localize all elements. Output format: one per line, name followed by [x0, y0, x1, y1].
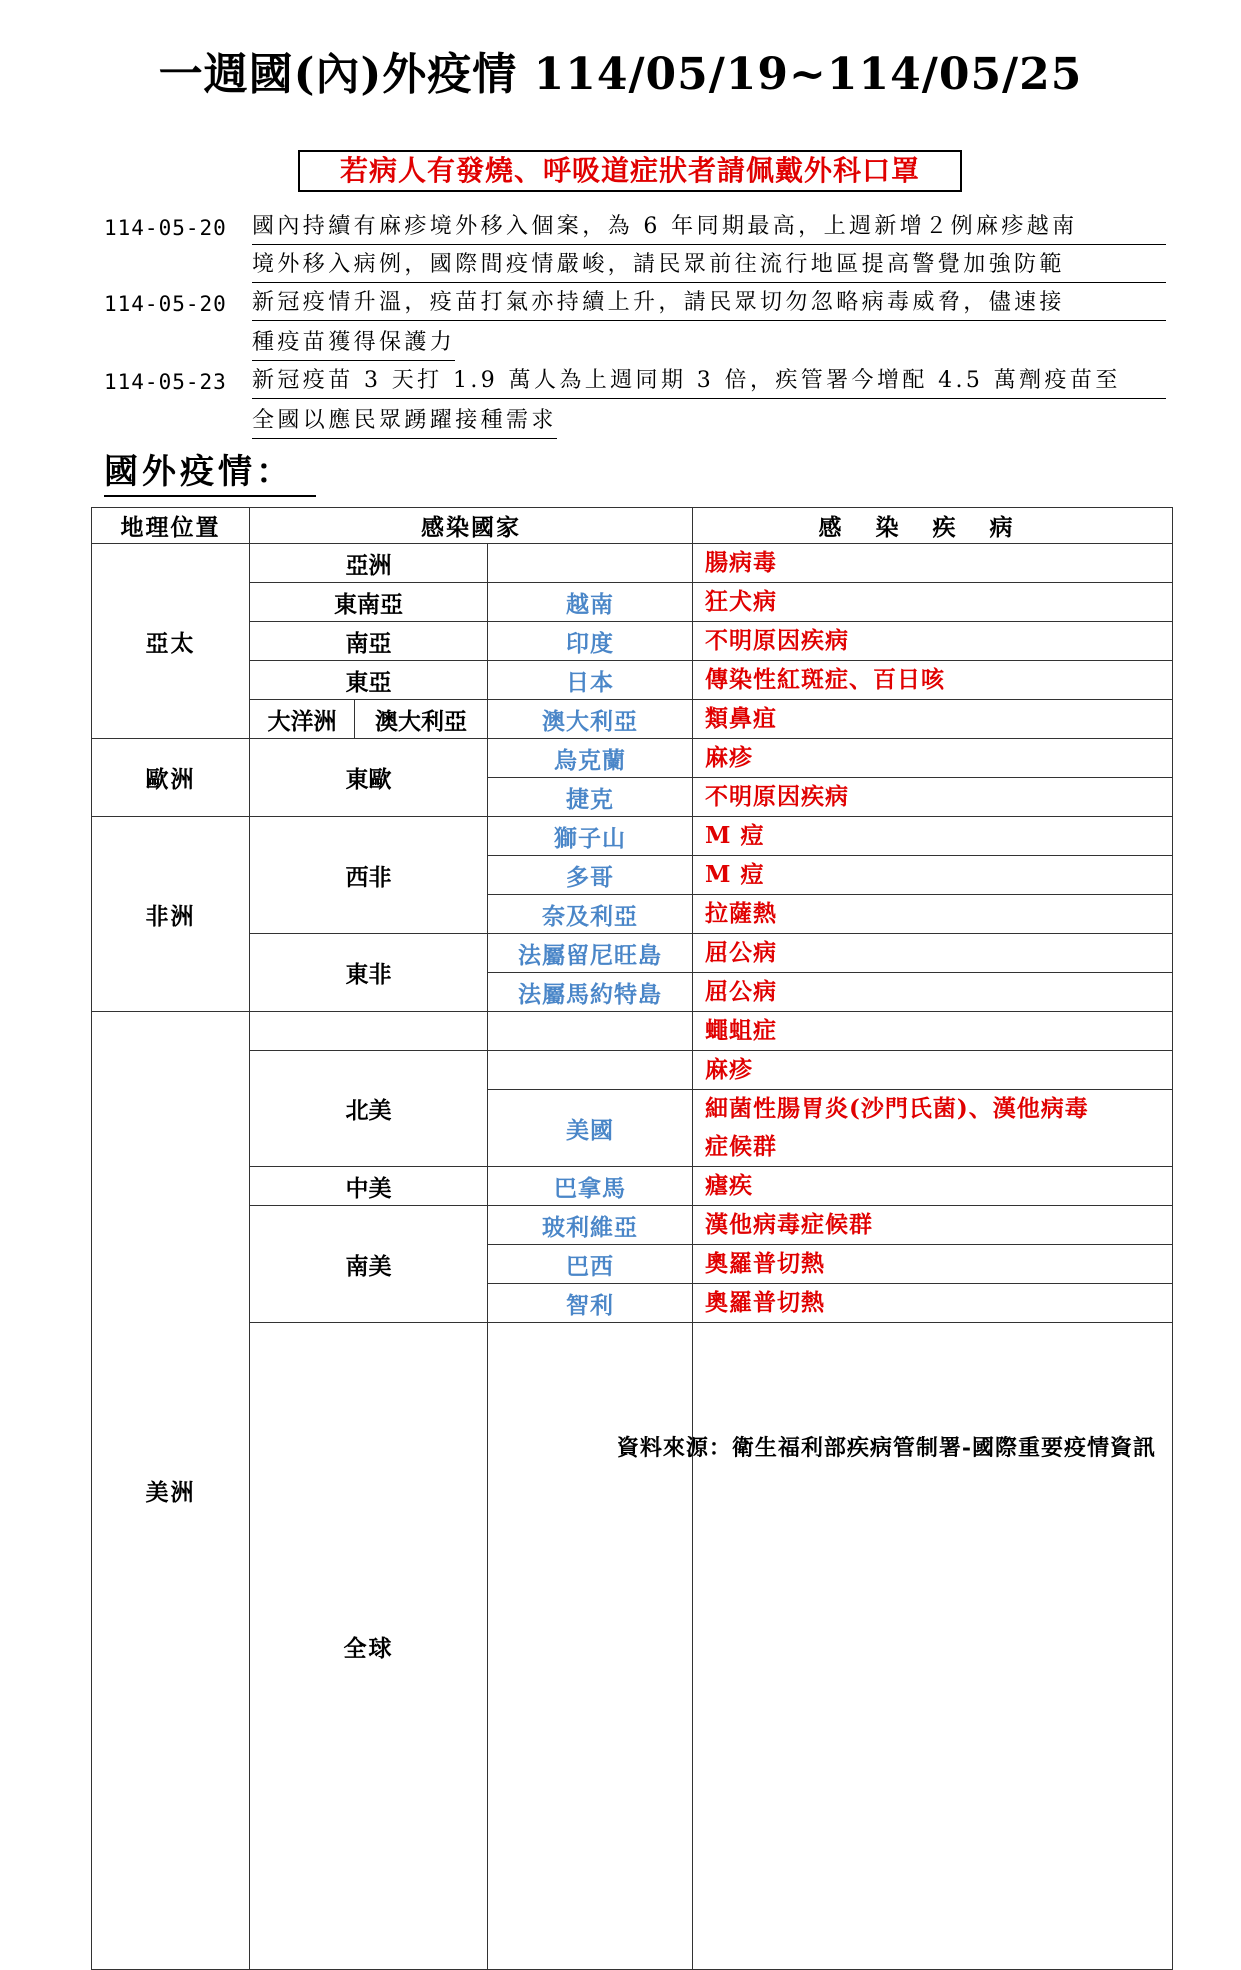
- header-disease: 感染疾病: [693, 508, 1173, 544]
- news-line: 國內持續有麻疹境外移入個案，為 6 年同期最高，上週新增２例麻疹越南: [252, 210, 1166, 245]
- table-row: [92, 1167, 1173, 1206]
- domestic-news-list: [104, 210, 1166, 442]
- news-date: 114-05-20: [104, 292, 227, 316]
- region-north-america: 北美: [250, 1051, 488, 1167]
- region-australia-label: 澳大利亞: [375, 707, 467, 735]
- country-cell: 澳大利亞: [488, 700, 693, 739]
- country-cell: 玻利維亞: [488, 1206, 693, 1245]
- news-date: 114-05-20: [104, 216, 227, 240]
- country-cell: [488, 1051, 693, 1090]
- section-heading-international: 國外疫情：: [104, 449, 316, 497]
- disease-cell: 奧羅普切熱: [693, 1284, 1173, 1323]
- disease-cell: [693, 1090, 1173, 1167]
- news-item: [104, 210, 1166, 286]
- country-cell: 烏克蘭: [488, 739, 693, 778]
- table-row: [92, 1051, 1173, 1090]
- geo-global: 全球: [250, 1323, 488, 1970]
- country-cell: 奈及利亞: [488, 895, 693, 934]
- data-source-note: 資料來源：衛生福利部疾病管制署-國際重要疫情資訊: [616, 1435, 1156, 1461]
- country-cell: 多哥: [488, 856, 693, 895]
- page-title: 一週國(內)外疫情 114/05/19~114/05/25: [158, 49, 1083, 100]
- news-text: [252, 210, 1166, 286]
- country-cell: 法屬馬約特島: [488, 973, 693, 1012]
- geo-americas: 美洲: [92, 1012, 250, 1970]
- country-cell: 獅子山: [488, 817, 693, 856]
- region-east-asia: 東亞: [250, 661, 488, 700]
- news-line: 種疫苗獲得保護力: [252, 326, 455, 361]
- news-line: 境外移入病例，國際間疫情嚴峻，請民眾前往流行地區提高警覺加強防範: [252, 248, 1166, 283]
- region-southeast-asia: 東南亞: [250, 583, 488, 622]
- disease-cell: 屈公病: [693, 973, 1173, 1012]
- country-cell: 日本: [488, 661, 693, 700]
- table-row: [92, 583, 1173, 622]
- disease-cell: 傳染性紅斑症、百日咳: [693, 661, 1173, 700]
- table-row: [92, 1012, 1173, 1051]
- news-line: 新冠疫情升溫，疫苗打氣亦持續上升，請民眾切勿忽略病毒威脅，儘速接: [252, 286, 1166, 321]
- country-cell: 智利: [488, 1284, 693, 1323]
- region-oceania-label: 大洋洲: [250, 700, 355, 738]
- region-east-africa: 東非: [250, 934, 488, 1012]
- table-row: [92, 622, 1173, 661]
- region-oceania: [250, 700, 488, 739]
- region-cell: [488, 1323, 693, 1970]
- disease-cell: 漢他病毒症候群: [693, 1206, 1173, 1245]
- table-row: [92, 544, 1173, 583]
- country-cell: 巴西: [488, 1245, 693, 1284]
- region-south-america: 南美: [250, 1206, 488, 1323]
- country-cell: 美國: [488, 1090, 693, 1167]
- disease-cell: 麻疹: [693, 739, 1173, 778]
- news-item: [104, 364, 1166, 442]
- geo-europe: 歐洲: [92, 739, 250, 817]
- region-cell: [250, 1012, 488, 1051]
- country-cell: 法屬留尼旺島: [488, 934, 693, 973]
- country-cell: 越南: [488, 583, 693, 622]
- disease-cell: 瘧疾: [693, 1167, 1173, 1206]
- news-text: [252, 286, 1166, 364]
- news-line: 全國以應民眾踴躍接種需求: [252, 404, 557, 439]
- news-date: 114-05-23: [104, 370, 227, 394]
- region-south-asia: 南亞: [250, 622, 488, 661]
- geo-africa: 非洲: [92, 817, 250, 1012]
- disease-line: 細菌性腸胃炎(沙門氏菌)、漢他病毒: [705, 1095, 1089, 1122]
- table-row: [92, 817, 1173, 856]
- table-row: [92, 1323, 1173, 1970]
- disease-cell: 麻疹: [693, 1051, 1173, 1090]
- disease-cell: 屈公病: [693, 934, 1173, 973]
- news-line: 新冠疫苗 3 天打 1.9 萬人為上週同期 3 倍，疾管署今增配 4.5 萬劑疫苗至: [252, 364, 1166, 399]
- mask-warning-banner: 若病人有發燒、呼吸道症狀者請佩戴外科口罩: [298, 150, 962, 192]
- region-asia: 亞洲: [250, 544, 488, 583]
- table-row: [92, 739, 1173, 778]
- disease-cell: 蠅蛆症: [693, 1012, 1173, 1051]
- table-row: [92, 1206, 1173, 1245]
- table-row: [92, 934, 1173, 973]
- disease-cell: 奧羅普切熱: [693, 1245, 1173, 1284]
- header-geo: 地理位置: [92, 508, 250, 544]
- disease-line: 症候群: [705, 1133, 777, 1160]
- region-east-europe: 東歐: [250, 739, 488, 817]
- disease-cell: 腸病毒: [693, 544, 1173, 583]
- table-row: [92, 700, 1173, 739]
- news-text: [252, 364, 1166, 442]
- country-cell: 巴拿馬: [488, 1167, 693, 1206]
- table-header-row: [92, 508, 1173, 544]
- country-cell: 捷克: [488, 778, 693, 817]
- geo-asia-pacific: 亞太: [92, 544, 250, 739]
- disease-cell: 狂犬病: [693, 583, 1173, 622]
- disease-cell: 類鼻疽: [693, 700, 1173, 739]
- disease-cell: 拉薩熱: [693, 895, 1173, 934]
- country-cell: [488, 544, 693, 583]
- international-epidemic-table: [91, 507, 1173, 1970]
- country-cell: 印度: [488, 622, 693, 661]
- region-central-america: 中美: [250, 1167, 488, 1206]
- news-item: [104, 286, 1166, 364]
- country-cell: [488, 1012, 693, 1051]
- header-country: 感染國家: [250, 508, 693, 544]
- disease-cell: 不明原因疾病: [693, 778, 1173, 817]
- country-cell: [693, 1323, 1173, 1970]
- disease-cell: 不明原因疾病: [693, 622, 1173, 661]
- region-west-africa: 西非: [250, 817, 488, 934]
- disease-cell: M 痘: [693, 817, 1173, 856]
- table-row: [92, 661, 1173, 700]
- disease-cell: M 痘: [693, 856, 1173, 895]
